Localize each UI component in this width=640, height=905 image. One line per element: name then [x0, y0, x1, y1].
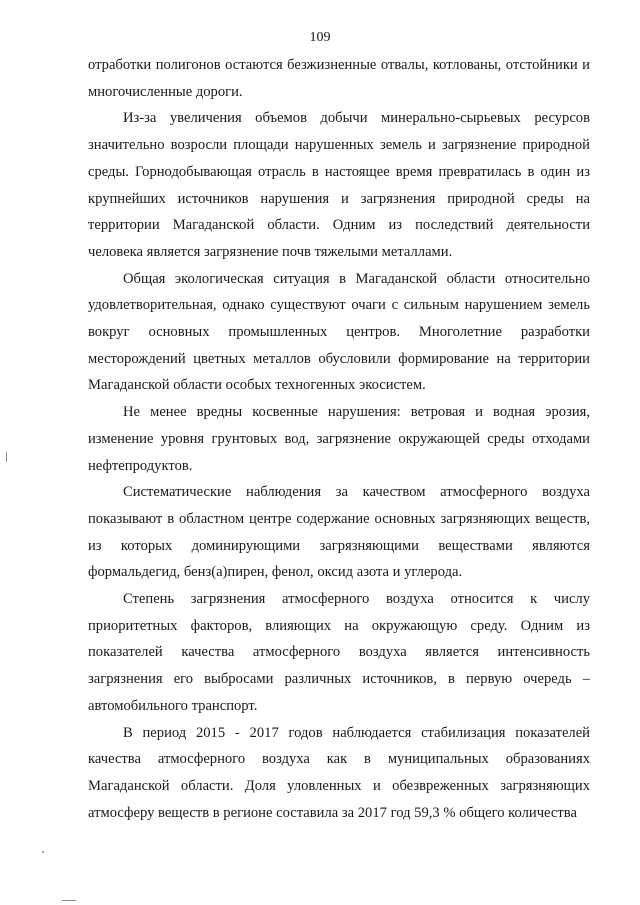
scan-artifact-left-mark — [6, 452, 7, 462]
paragraph-mining-impact: Из-за увеличения объемов добычи минерально-сырьевых ресурсов значительно возросли площади нарушенных земель и загрязнение природной среды. Горнодобывающая отрасль в настоящее время превратилась в один из крупнейших источников нарушения и загрязнения природной среды на территории Магаданской области. Одним из последствий деятельности человека является загрязнение почв тяжелыми металлами. — [88, 110, 590, 260]
paragraph-air-observations: Систематические наблюдения за качеством атмосферного воздуха показывают в областном центре содержание основных загрязняющих веществ, из которых доминирующими загрязняющими веществами являются формальдегид, бенз(а)пирен, фенол, оксид азота и углерода. — [88, 484, 590, 581]
paragraph-air-pollution-degree: Степень загрязнения атмосферного воздуха относится к числу приоритетных факторов, влияющих на окружающую среду. Одним из показателей качества атмосферного воздуха является интенсивность загрязнения его выбросами различных источников, в первую очередь – автомобильного транспорт. — [88, 591, 590, 714]
scan-artifact-dot — [42, 851, 44, 853]
paragraph-continuation: отработки полигонов остаются безжизненные отвалы, котлованы, отстойники и многочисленные дороги. — [88, 57, 590, 100]
paragraph-indirect-disturbances: Не менее вредны косвенные нарушения: ветровая и водная эрозия, изменение уровня грунтовых вод, загрязнение окружающей среды отходами нефтепродуктов. — [88, 404, 590, 474]
paragraph-ecological-situation: Общая экологическая ситуация в Магаданской области относительно удовлетворительная, однако существуют очаги с сильным нарушением земель вокруг основных промышленных центров. Многолетние разработки месторождений цветных металлов обусловили формирование на территории Магаданской области особых техногенных экосистем. — [88, 270, 590, 394]
body-text — [88, 52, 590, 826]
scan-artifact-bottom-mark — [62, 900, 76, 901]
paragraph-stabilization-period: В период 2015 - 2017 годов наблюдается стабилизация показателей качества атмосферного воздуха как в муниципальных образованиях Магаданской области. Доля уловленных и обезвреженных загрязняющих атмосферу веществ в регионе составила за 2017 год 59,3 % общего количества — [88, 724, 590, 821]
page-number: 109 — [309, 30, 331, 45]
